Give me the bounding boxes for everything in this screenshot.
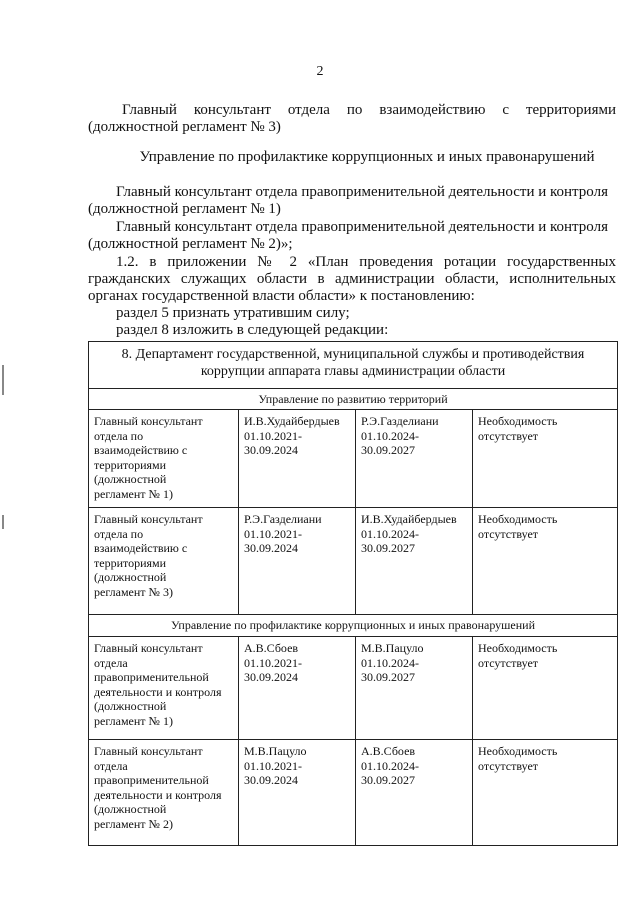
scan-mark: [2, 365, 4, 395]
line: 30.09.2027: [361, 670, 415, 684]
rotation-table: [88, 341, 618, 846]
paragraph-4-line-3: органах государственной власти области» к постановлению:: [88, 288, 475, 304]
line: 01.10.2021-: [244, 655, 302, 670]
line: Главный консультант: [94, 641, 203, 655]
line: территориями: [94, 457, 167, 472]
line: (должностной: [94, 699, 167, 713]
paragraph-1-line-1: [122, 102, 616, 119]
necessity-cell: [473, 410, 617, 507]
line: взаимодействию с: [94, 541, 188, 555]
table-row: [89, 508, 617, 615]
next-holder-cell: [356, 740, 473, 845]
line: 01.10.2024-: [361, 655, 419, 670]
word: с: [502, 102, 510, 118]
section-title-2: Управление по профилактике коррупционных и иных правонарушений: [170, 618, 536, 632]
next-holder-cell: [356, 508, 473, 614]
line: 01.10.2021-: [244, 526, 302, 541]
line: 30.09.2024: [244, 773, 298, 787]
next-holder-cell: [356, 637, 473, 739]
line: Необходимость: [478, 744, 558, 758]
position-cell: [89, 410, 239, 507]
line: 30.09.2027: [361, 443, 415, 457]
necessity-cell: [473, 508, 617, 614]
table-row: [89, 740, 617, 845]
word: Главный: [122, 102, 177, 118]
paragraph-6: раздел 8 изложить в следующей редакции:: [116, 322, 389, 338]
line: 01.10.2021-: [244, 428, 302, 443]
section-title-1: Управление по развитию территорий: [258, 392, 448, 406]
paragraph-3-line-2: (должностной регламент № 2)»;: [88, 236, 293, 252]
line: 30.09.2024: [244, 670, 298, 684]
line: 30.09.2024: [244, 541, 298, 555]
table-row: [89, 637, 617, 740]
word: по: [346, 102, 363, 118]
line: взаимодействию с: [94, 443, 188, 457]
line: Необходимость: [478, 414, 558, 428]
current-holder-cell: [239, 637, 356, 739]
line: Р.Э.Газделиани: [361, 414, 439, 428]
position-cell: [89, 508, 239, 614]
paragraph-5: раздел 5 признать утратившим силу;: [116, 305, 350, 321]
table-title: 8. Департамент государственной, муниципальной службы и противодействия коррупции аппарата главы администрации области: [121, 347, 585, 379]
line: территориями: [94, 555, 167, 570]
line: И.В.Худайбердыев: [361, 512, 457, 526]
line: регламент № 2): [94, 816, 173, 831]
line: А.В.Сбоев: [361, 744, 416, 758]
section-heading: Управление по профилактике коррупционных и иных правонарушений: [139, 149, 595, 165]
line: Главный консультант: [94, 414, 203, 428]
line: правоприменительной: [94, 670, 209, 684]
necessity-cell: [473, 740, 617, 845]
paragraph-3-line-1: Главный консультант отдела правоприменительной деятельности и контроля: [116, 219, 608, 235]
line: Необходимость: [478, 641, 558, 655]
line: Необходимость: [478, 512, 558, 526]
line: отдела: [94, 655, 128, 670]
line: А.В.Сбоев: [244, 641, 299, 655]
position-cell: [89, 740, 239, 845]
word: территориями: [525, 102, 616, 118]
line: регламент № 1): [94, 713, 173, 728]
line: 01.10.2024-: [361, 758, 419, 773]
line: 01.10.2024-: [361, 526, 419, 541]
line: (должностной: [94, 472, 167, 486]
scan-mark: [2, 515, 4, 529]
necessity-cell: [473, 637, 617, 739]
current-holder-cell: [239, 740, 356, 845]
line: деятельности и контроля: [94, 787, 222, 802]
paragraph-4-line-2: гражданских служащих области в администрации области, исполнительных: [88, 271, 616, 287]
next-holder-cell: [356, 410, 473, 507]
section-row-1: [89, 389, 617, 410]
current-holder-cell: [239, 508, 356, 614]
paragraph-2-line-1: Главный консультант отдела правоприменительной деятельности и контроля: [116, 184, 608, 200]
line: правоприменительной: [94, 773, 209, 787]
line: (должностной: [94, 802, 167, 816]
line: отсутствует: [478, 428, 539, 443]
line: отдела по: [94, 428, 144, 443]
paragraph-2-line-2: (должностной регламент № 1): [88, 201, 281, 217]
line: регламент № 3): [94, 584, 173, 599]
line: 30.09.2027: [361, 773, 415, 787]
table-row: [89, 410, 617, 508]
word: отдела: [287, 102, 330, 118]
line: (должностной: [94, 570, 167, 584]
line: отдела: [94, 758, 128, 773]
line: отсутствует: [478, 526, 539, 541]
word: консультант: [193, 102, 271, 118]
line: регламент № 1): [94, 486, 173, 501]
line: 30.09.2024: [244, 443, 298, 457]
line: И.В.Худайбердыев: [244, 414, 340, 428]
line: отсутствует: [478, 655, 539, 670]
line: М.В.Пацуло: [361, 641, 424, 655]
table-title-row: [89, 342, 617, 389]
paragraph-4-line-1: 1.2. в приложении № 2 «План проведения ротации государственных: [116, 254, 616, 270]
page-number: 2: [316, 64, 324, 79]
word: взаимодействию: [379, 102, 486, 118]
line: М.В.Пацуло: [244, 744, 307, 758]
line: Главный консультант: [94, 512, 203, 526]
line: 01.10.2021-: [244, 758, 302, 773]
line: Главный консультант: [94, 744, 203, 758]
line: отсутствует: [478, 758, 539, 773]
line: Р.Э.Газделиани: [244, 512, 322, 526]
line: 30.09.2027: [361, 541, 415, 555]
position-cell: [89, 637, 239, 739]
line: отдела по: [94, 526, 144, 541]
paragraph-1-line-2: (должностной регламент № 3): [88, 119, 281, 135]
current-holder-cell: [239, 410, 356, 507]
section-row-2: [89, 615, 617, 637]
line: 01.10.2024-: [361, 428, 419, 443]
line: деятельности и контроля: [94, 684, 222, 699]
